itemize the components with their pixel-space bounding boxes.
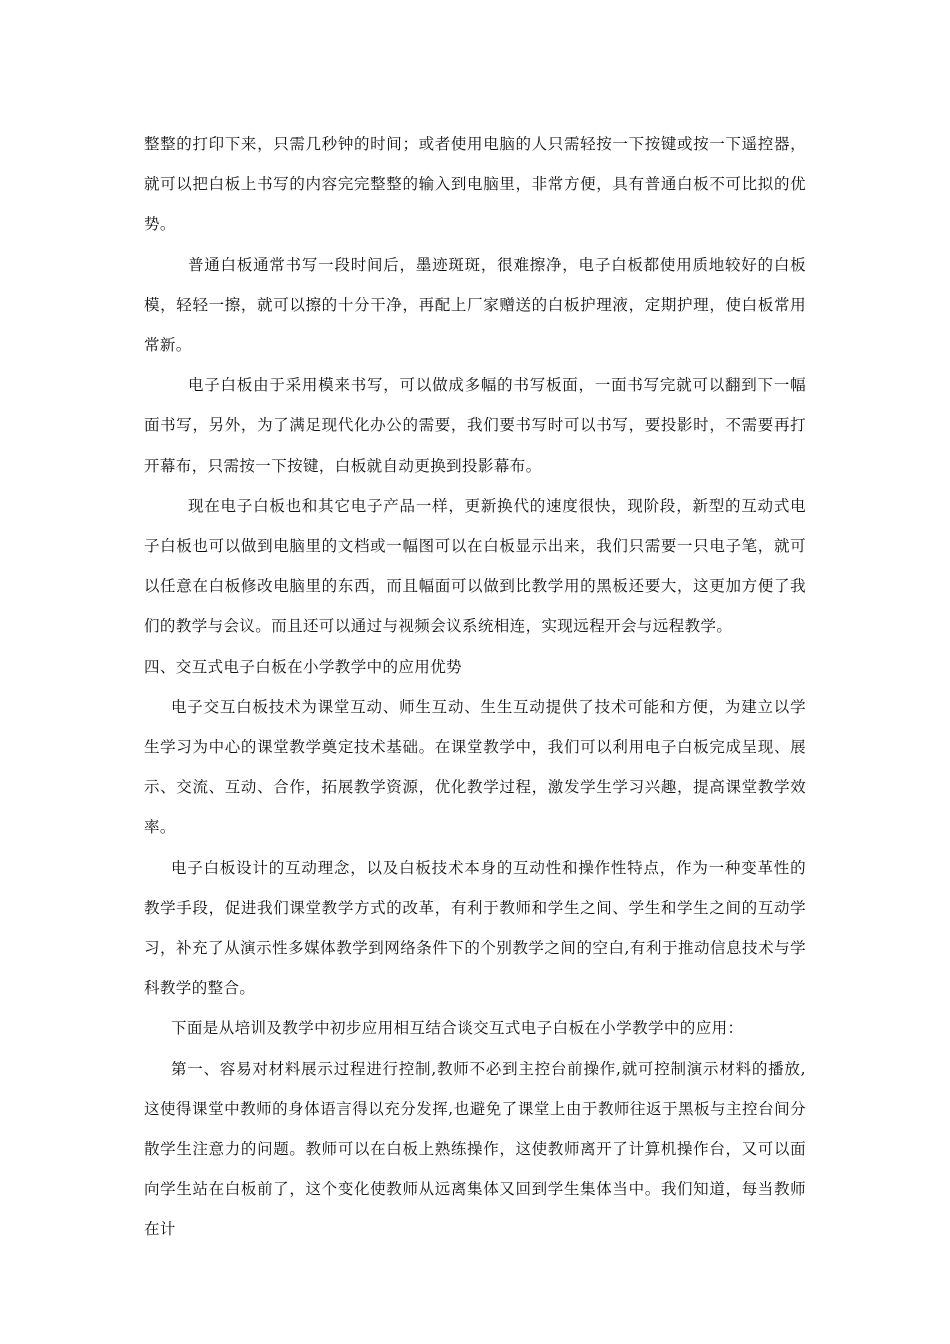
paragraph-interaction-concept: 电子白板设计的互动理念，以及白板技术本身的互动性和操作性特点，作为一种变革性的教学手段，促进我们课堂教学方式的改革，有利于教师和学生之间、学生和学生之间的互动学习，补充了从演示性多媒体教学到网络条件下的个别教学之间的空白,有利于推动信息技术与学科教学的整合。: [144, 858, 806, 998]
paragraph-interactive-whiteboard: 现在电子白板也和其它电子产品一样，更新换代的速度很快，现阶段，新型的互动式电子白板也可以做到电脑里的文档或一幅图可以在白板显示出来，我们只需要一只电子笔，就可以任意在白板修改电脑里的东西，而且幅面可以做到比教学用的黑板还要大，这更加方便了我们的教学与会议。而且还可以通过与视频会议系统相连，实现远程开会与远程教学。: [144, 496, 806, 636]
paragraph-classroom-interaction: 电子交互白板技术为课堂互动、师生互动、生生互动提供了技术可能和方便，为建立以学生学习为中心的课堂教学奠定技术基础。在课堂教学中，我们可以利用电子白板完成呈现、展示、交流、互动、合作，拓展教学资源，优化教学过程，激发学生学习兴趣，提高课堂教学效率。: [144, 697, 806, 837]
section-heading-advantages: 四、交互式电子白板在小学教学中的应用优势: [144, 657, 463, 676]
document-body: [144, 124, 806, 1250]
paragraph-ordinary-whiteboard: 普通白板通常书写一段时间后，墨迹斑斑，很难擦净，电子白板都使用质地较好的白板模，轻轻一擦，就可以擦的十分干净，再配上厂家赠送的白板护理液，定期护理，使白板常用常新。: [144, 255, 806, 355]
paragraph-application-intro: 下面是从培训及教学中初步应用相互结合谈交互式电子白板在小学教学中的应用：: [171, 1019, 744, 1038]
paragraph-first-point: 第一、容易对材料展示过程进行控制,教师不必到主控台前操作,就可控制演示材料的播放,这使得课堂中教师的身体语言得以充分发挥,也避免了课堂上由于教师往返于黑板与主控台间分散学生注意力的问题。教师可以在白板上熟练操作，这使教师离开了计算机操作台，又可以面向学生站在白板前了，这个变化使教师从远离集体又回到学生集体当中。我们知道，每当教师在计: [144, 1059, 806, 1239]
paragraph-continued-printing: 整整的打印下来，只需几秒钟的时间；或者使用电脑的人只需轻按一下按键或按一下遥控器，就可以把白板上书写的内容完完整整的输入到电脑里，非常方便，具有普通白板不可比拟的优势。: [144, 135, 806, 234]
paragraph-multi-panel-writing: 电子白板由于采用模来书写，可以做成多幅的书写板面，一面书写完就可以翻到下一幅面书写，另外，为了满足现代化办公的需要，我们要书写时可以书写，要投影时，不需要再打开幕布，只需按一下按键，白板就自动更换到投影幕布。: [144, 376, 806, 475]
